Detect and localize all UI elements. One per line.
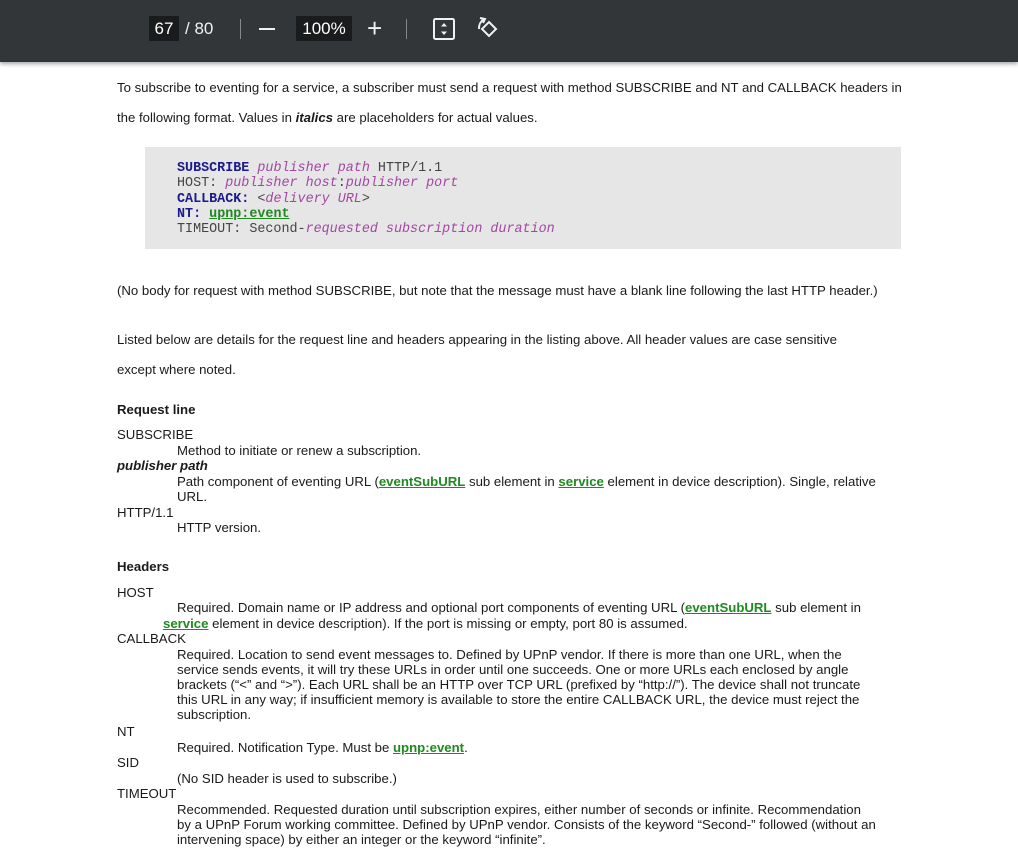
zoom-level-input[interactable]: 100% [296, 16, 352, 41]
def-http: HTTP version. [177, 520, 262, 535]
def-sid: (No SID header is used to subscribe.) [177, 771, 397, 786]
def-timeout: Recommended. Requested duration until subscription expires, either number of seconds or infinite. Recommendation by a UPnP Forum working committee. Defined by UPnP vendor. Consists of the keyword “Second-” followed (without an intervening space) by either an integer or the keyword “infinite”. [177, 802, 876, 847]
def-subscribe: Method to initiate or renew a subscription. [177, 443, 422, 458]
term-timeout: TIMEOUT [117, 786, 177, 801]
page-total: / 80 [185, 19, 214, 38]
term-host: HOST [117, 585, 154, 600]
def-callback: Required. Location to send event messages to. Defined by UPnP vendor. If there is more than one URL, when the service sends events, it will try these URLs in order until one succeeds. One or more URLs each enclosed by angle brackets (“<” and “>”). Each URL shall be an HTTP over TCP URL (prefixed by “http://”). The device shall not truncate this URL in any way; if insufficient memory is available to store the entire CALLBACK URL, the device must reject the subscription. [177, 647, 861, 722]
code-link-upnp-event[interactable]: upnp:event [209, 206, 290, 222]
toolbar-divider [406, 19, 407, 39]
term-subscribe: SUBSCRIBE [117, 427, 194, 442]
def-nt: Required. Notification Type. Must be upnp:event. [177, 740, 468, 755]
zoom-out-button[interactable] [259, 28, 275, 30]
pdf-toolbar [0, 0, 1018, 62]
zoom-in-button[interactable]: + [367, 13, 383, 43]
toolbar-divider [240, 19, 241, 39]
def-host: Required. Domain name or IP address and optional port components of eventing URL (eventSubURL sub element in [177, 600, 861, 615]
intro-paragraph: To subscribe to eventing for a service, a subscriber must send a request with method SUBSCRIBE and NT and CALLBACK headers in the following format. Values in italics are placeholders for actual values. [117, 80, 902, 125]
def-publisher-path: Path component of eventing URL (eventSubURL sub element in service element in device description). Single, relative URL. [177, 474, 876, 504]
fit-page-icon[interactable] [432, 17, 456, 41]
link-service[interactable]: service [163, 616, 209, 631]
listed-paragraph: Listed below are details for the request line and headers appearing in the listing above. All header values are case sensitive except where noted. [117, 332, 837, 377]
code-listing: SUBSCRIBE publisher path HTTP/1.1 HOST: publisher host:publisher port CALLBACK: <delivery URL> NT: upnp:event TIMEOUT: Second-requested subscription duration [145, 147, 901, 249]
page-number-input[interactable]: 67 [149, 16, 179, 41]
link-service[interactable]: service [558, 474, 604, 489]
no-body-note: (No body for request with method SUBSCRIBE, but note that the message must have a blank line following the last HTTP header.) [117, 283, 878, 298]
term-http: HTTP/1.1 [117, 505, 174, 520]
def-host-cont: service element in device description). If the port is missing or empty, port 80 is assumed. [163, 616, 688, 631]
term-publisher-path: publisher path [117, 458, 208, 473]
term-callback: CALLBACK [117, 631, 186, 646]
term-sid: SID [117, 755, 139, 770]
rotate-icon[interactable] [475, 15, 503, 43]
link-upnp-event[interactable]: upnp:event [393, 740, 465, 755]
term-nt: NT [117, 724, 135, 739]
headers-heading: Headers [117, 559, 170, 574]
link-eventsuburl[interactable]: eventSubURL [378, 474, 466, 489]
request-line-heading: Request line [117, 402, 196, 417]
link-eventsuburl[interactable]: eventSubURL [685, 600, 772, 615]
